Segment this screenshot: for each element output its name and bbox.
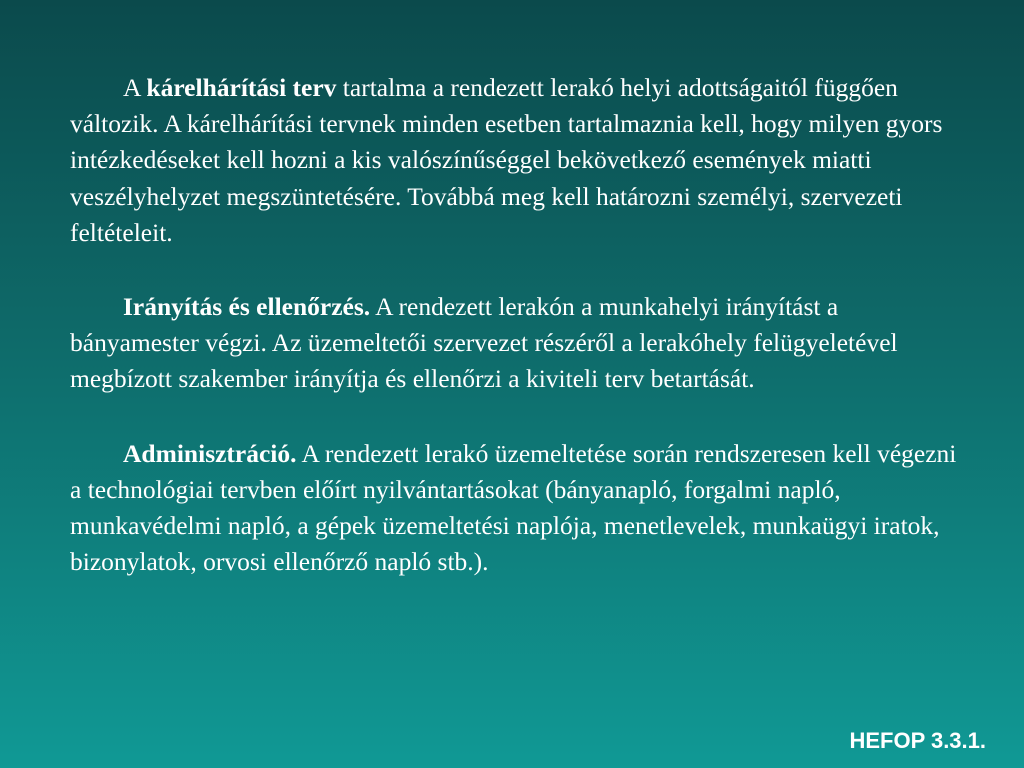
paragraph-heading: Irányítás és ellenőrzés.: [123, 292, 371, 322]
paragraph-karelharitasi-terv: [70, 70, 970, 251]
footer-label: HEFOP 3.3.1.: [849, 728, 986, 753]
paragraph-text: tartalma a rendezett lerakó helyi adottságaitól függően változik. A kárelhárítási tervnek minden esetben tartalmaznia kell, hogy milyen gyors intézkedéseket kell hozni a kis valószínűséggel bekövetkező események miatti veszélyhelyzet megszüntetésére. Továbbá meg kell határozni személyi, szervezeti feltételeit.: [70, 73, 943, 247]
paragraph-iranyitas-es-ellenorzes: [70, 289, 970, 398]
slide-body: [70, 70, 970, 618]
paragraph-heading: Adminisztráció.: [123, 438, 297, 468]
paragraph-heading: kárelhárítási terv: [146, 73, 337, 102]
paragraph-adminisztracio: [70, 436, 970, 581]
paragraph-text: A rendezett lerakó üzemeltetése során rendszeresen kell végezni a technológiai tervben előírt nyilvántartásokat (bányanapló, forgalmi napló, munkavédelmi napló, a gépek üzemeltetési naplója, menetlevelek, munkaügyi iratok, bizonylatok, orvosi ellenőrző napló stb.).: [70, 438, 957, 577]
paragraph-text: A rendezett lerakón a munkahelyi irányítást a bányamester végzi. Az üzemeltetői szervezet részéről a lerakóhely felügyeletével megbízott szakember irányítja és ellenőrzi a kiviteli terv betartását.: [70, 292, 898, 394]
paragraph-lead: A: [123, 73, 147, 102]
